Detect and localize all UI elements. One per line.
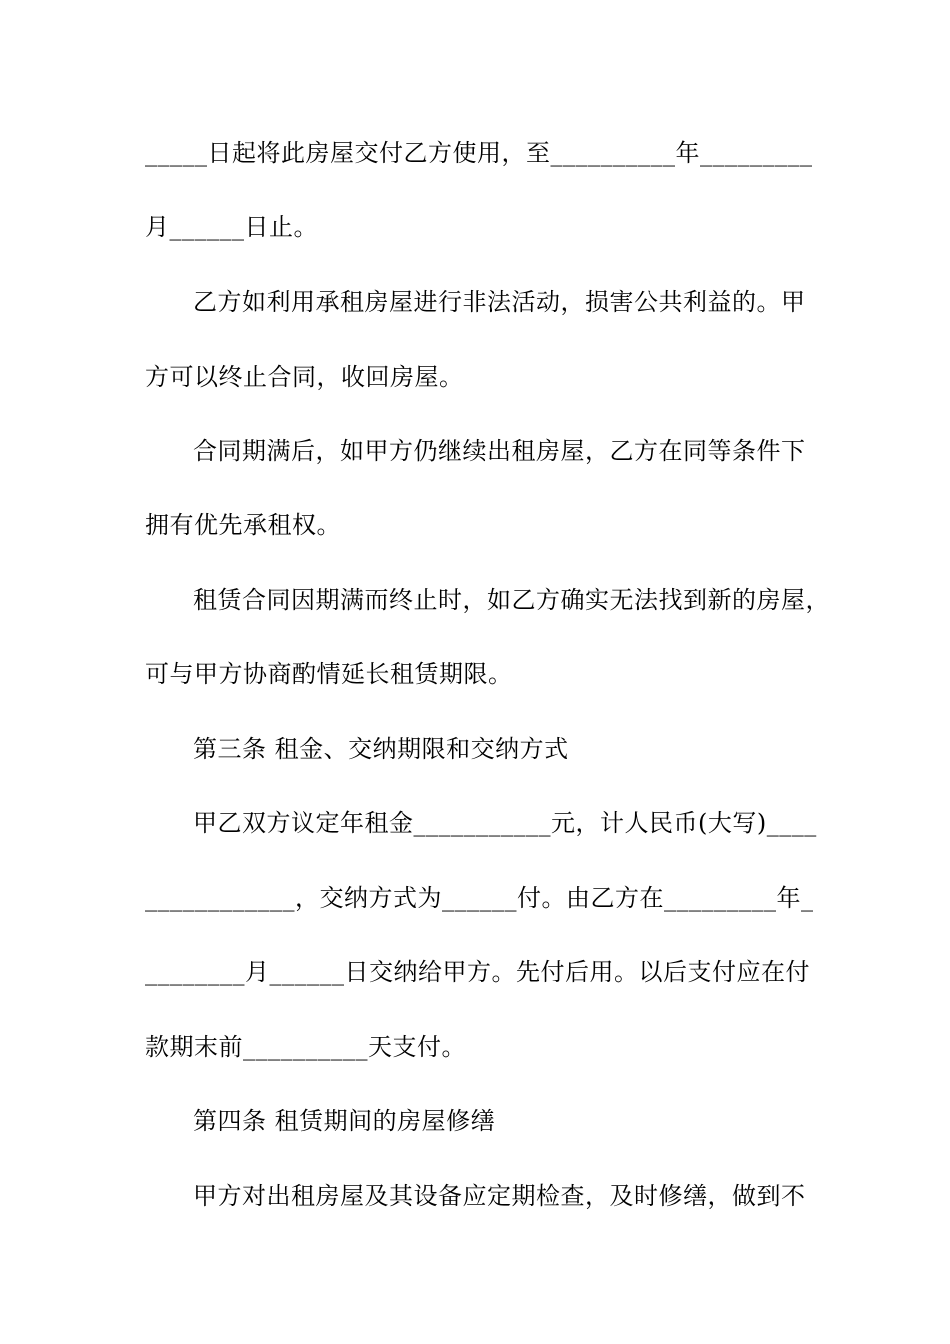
text-line-2: 月______日止。 (145, 213, 318, 241)
text-line-13: 款期末前__________天支付。 (145, 1033, 466, 1061)
text-line-1: _____日起将此房屋交付乙方使用，至__________年_________ (145, 139, 813, 167)
text-line-15: 甲方对出租房屋及其设备应定期检查，及时修缮，做到不 (193, 1182, 806, 1210)
text-line-10: 甲乙双方议定年租金___________元，计人民币(大写)____ (193, 809, 817, 837)
text-line-6: 拥有优先承租权。 (145, 511, 341, 539)
text-line-8: 可与甲方协商酌情延长租赁期限。 (145, 660, 513, 688)
text-line-7: 租赁合同因期满而终止时，如乙方确实无法找到新的房屋， (193, 586, 830, 614)
text-line-12: ________月______日交纳给甲方。先付后用。以后支付应在付 (145, 958, 810, 986)
text-line-3: 乙方如利用承租房屋进行非法活动，损害公共利益的。甲 (193, 288, 806, 316)
text-line-11: ____________，交纳方式为______付。由乙方在_________年_ (145, 884, 814, 912)
section-heading-article-3: 第三条 租金、交纳期限和交纳方式 (193, 735, 569, 763)
text-line-5: 合同期满后，如甲方仍继续出租房屋，乙方在同等条件下 (193, 437, 806, 465)
text-line-4: 方可以终止合同，收回房屋。 (145, 363, 464, 391)
section-heading-article-4: 第四条 租赁期间的房屋修缮 (193, 1107, 496, 1135)
